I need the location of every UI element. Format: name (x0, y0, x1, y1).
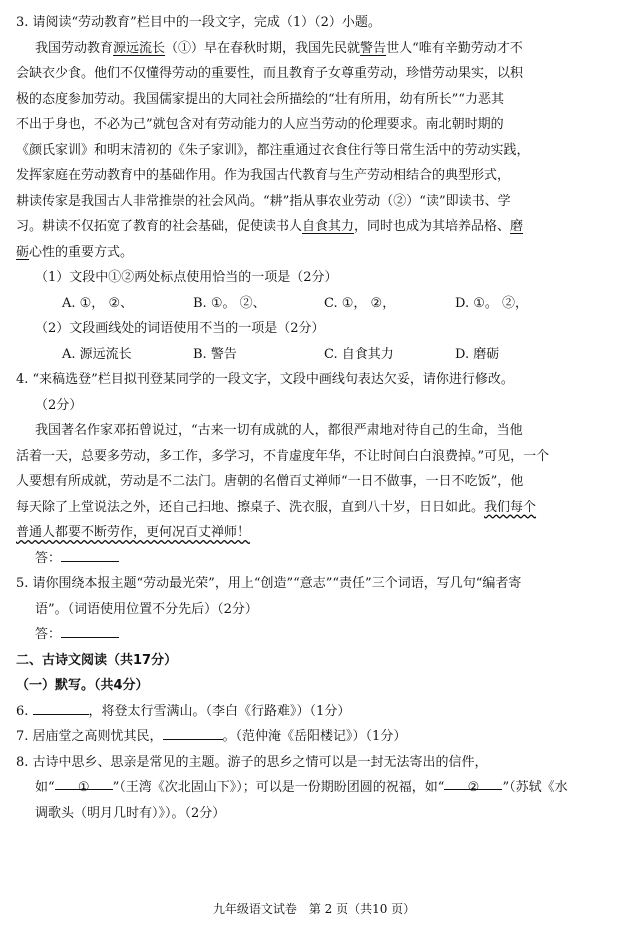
q3-passage-line-2: 会缺衣少食。他们不仅懂得劳动的重要性，而且教育子女尊重劳动，珍惜劳动果实，以积 (16, 66, 524, 81)
q4-answer-line[interactable] (16, 546, 612, 572)
option-c: C. 自食其力 (324, 346, 394, 362)
option-d: D. ①。 ②， (455, 295, 529, 311)
text-segment: 心性的重要方式。 (29, 244, 134, 260)
answer-label: 答： (35, 627, 62, 642)
text-segment: ”（苏轼《水 (502, 780, 568, 795)
subsection-heading-dictation: （一）默写。（共4分） (16, 678, 149, 693)
section-heading-classical-poetry: 二、古诗文阅读（共17分） (16, 652, 178, 668)
q3-subquestion-2: （2）文段画线处的词语使用不当的一项是（2分） (35, 321, 325, 336)
answer-blank[interactable] (61, 623, 119, 638)
q8-line-3: 调歌头（明月几时有）》）。（2分） (35, 805, 226, 821)
text-segment: 世人“唯有辛勤劳动才不 (386, 40, 523, 56)
underlined-word-li: 砺 (16, 244, 30, 260)
q4-passage-line-4 (16, 495, 612, 521)
option-d: D. 磨砺 (455, 346, 500, 362)
q5-stem-line-1: 5. 请你围绕本报主题“劳动最光荣”，用上“创造”“意志”“责任”三个词语，写几句“编者寄 (16, 576, 522, 591)
text-segment: 。（范仲淹《岳阳楼记》）（1分） (222, 729, 407, 744)
q6-blank[interactable] (33, 700, 89, 715)
underlined-word-yuanyuanliuchang: 源远流长 (113, 40, 166, 56)
q3-subquestion-1: （1）文段中①②两处标点使用恰当的一项是（2分） (35, 270, 338, 285)
q7-line (16, 724, 612, 750)
text-segment: 如“ (35, 780, 55, 795)
question-number: 6. (16, 703, 29, 719)
q3-passage-line-8 (16, 214, 612, 240)
q4-passage-line-5 (16, 520, 612, 546)
underlined-word-jinggao: 警告 (360, 40, 387, 56)
answer-blank[interactable] (61, 547, 119, 562)
q4-stem-line-2: （2分） (35, 397, 83, 413)
text-segment: ”（王湾《次北固山下》）；可以是一份期盼团圆的祝福，如“ (112, 780, 445, 795)
q3-passage-line-3: 极的态度参加劳动。我国儒家提出的大同社会所描绘的“壮有所用，幼有所长”“力恶其 (16, 91, 504, 107)
q3-subquestion-2-options (16, 342, 612, 368)
q8-blank-2[interactable]: ② (444, 775, 502, 790)
q3-passage-line-4: 不出于身也，不必为己”就包含对有劳动能力的人应当劳动的伦理要求。南北朝时期的 (16, 117, 504, 132)
answer-label: 答： (35, 550, 62, 566)
q8-blank-1[interactable]: ① (55, 775, 113, 790)
text-segment: 习。耕读不仅拓宽了教育的社会基础，促使读书人 (16, 219, 303, 234)
q8-line-1: 8. 古诗中思乡、思亲是常见的主题。游子的思乡之情可以是一封无法寄出的信件， (16, 754, 488, 770)
text-segment: 每天除了上堂说法之外，还自己扫地、擦桌子、洗衣服，直到八十岁，日日如此。 (16, 499, 485, 515)
option-a: A. ①， ②、 (62, 295, 134, 311)
q5-answer-line[interactable] (16, 622, 612, 648)
q4-passage-line-3: 人要想有所成就，劳动是不二法门。唐朝的名僧百丈禅师“一日不做事，一日不吃饭”，他 (16, 474, 524, 489)
q5-stem-line-2: 语”。（词语使用位置不分先后）（2分） (35, 601, 258, 617)
marked-sentence-start: 我们每个 (484, 499, 537, 515)
q6-line (16, 699, 612, 725)
q8-line-2 (16, 775, 612, 801)
q4-passage-line-2: 活着一天，总要多劳动，多工作，多学习，不肯虚度年华，不让时间白白浪费掉。”可见，一个 (16, 448, 550, 464)
underlined-word-zishiqili: 自食其力 (302, 219, 355, 234)
q3-passage-line-7: 耕读传家是我国古人非常推崇的社会风尚。“耕”指从事农业劳动（②）“读”即读书、学 (16, 193, 511, 209)
q3-passage-line-9 (16, 240, 612, 266)
text-segment: ，同时也成为其培养品格、 (354, 219, 511, 234)
text-segment: 我国劳动教育 (35, 40, 114, 56)
marked-sentence-end: 普通人都要不断劳作，更何况百丈禅师！ (16, 525, 251, 540)
text-segment: ，将登太行雪满山。（李白《行路难》）（1分） (88, 703, 351, 719)
text-segment: （①）早在春秋时期，我国先民就 (165, 40, 361, 56)
page-footer: 九年级语文试卷 第 2 页（共10 页） (212, 901, 416, 916)
option-b: B. 警告 (193, 346, 237, 362)
option-a: A. 源远流长 (62, 346, 132, 362)
underlined-word-mo: 磨 (510, 219, 524, 234)
q3-passage-line-6: 发挥家庭在劳动教育中的基础作用。作为我国古代教育与生产劳动相结合的典型形式， (16, 168, 511, 183)
q4-passage-line-1: 我国著名作家邓拓曾说过，“古来一切有成就的人，都很严肃地对待自己的生命，当他 (35, 423, 523, 438)
option-c: C. ①， ②， (324, 295, 396, 311)
q3-subquestion-1-options (16, 291, 612, 317)
q3-passage-line-5: 《颜氏家训》和明末清初的《朱子家训》，都注重通过衣食住行等日常生活中的劳动实践， (16, 142, 530, 158)
q3-stem: 3. 请阅读“劳动教育”栏目中的一段文字，完成（1）（2）小题。 (16, 15, 381, 30)
q4-stem-line-1: 4. “来稿选登”栏目拟刊登某同学的一段文字，文段中画线句表达欠妥，请你进行修改。 (16, 372, 514, 387)
text-segment: 7. 居庙堂之高则忧其民， (16, 729, 163, 744)
q7-blank[interactable] (163, 725, 223, 740)
q3-passage-line-1 (16, 36, 612, 62)
option-b: B. ①。 ②、 (193, 295, 266, 311)
